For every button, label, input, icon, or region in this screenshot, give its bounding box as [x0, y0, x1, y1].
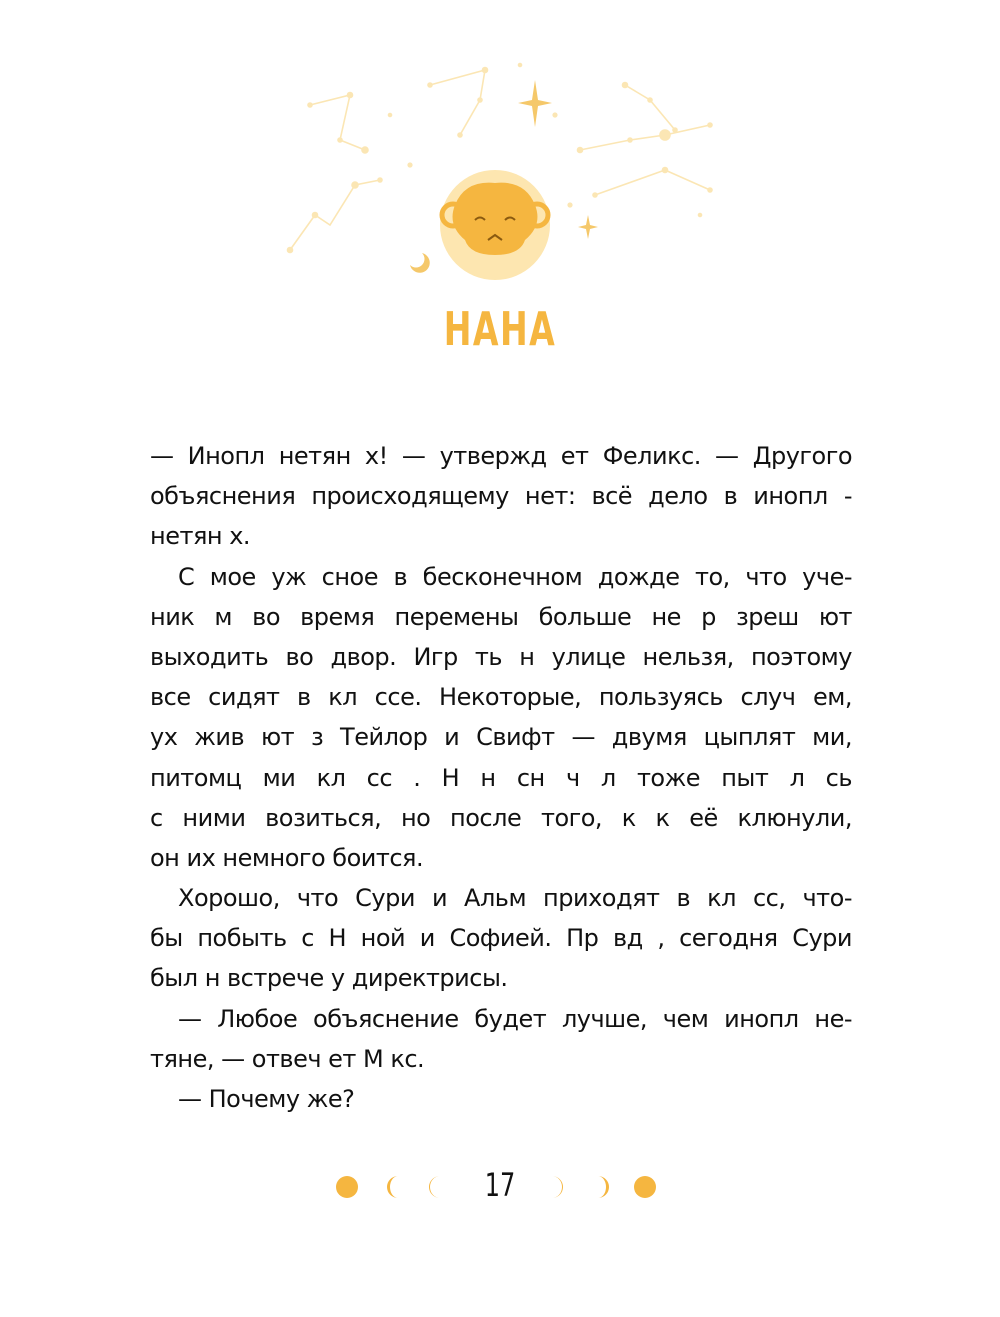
- chapter-title: НАНА: [443, 302, 557, 356]
- crescent-moon-icon: [387, 1176, 398, 1198]
- text-line: С мое уж сное в бесконечном дожде то, что уче-: [178, 562, 852, 591]
- text-line: — Инопл нетян х! — утвержд ет Феликс. — Другого: [150, 442, 852, 470]
- full-moon-icon: [634, 1176, 656, 1198]
- text-line: — Любое объяснение будет лучше, чем инопл не-: [178, 1004, 852, 1033]
- text-line: ух жив ют з Тейлор и Свифт — двумя цыплят ми,: [150, 723, 852, 752]
- text-line: Хорошо, что Сури и Альм приходят в кл сс, что-: [178, 884, 852, 913]
- text-line: объяснения происходящему нет: всё дело в инопл -: [150, 482, 852, 511]
- text-line: бы побыть с Н ной и Софией. Пр вд , сегодня Сури: [150, 924, 852, 953]
- text-line: все сидят в кл ссе. Некоторые, пользуясь случ ем,: [150, 683, 852, 712]
- ram-zodiac-icon: [440, 170, 550, 280]
- thin-crescent-icon: [552, 1176, 563, 1198]
- text-line: питомц ми кл сс . Н н сн ч л тоже пыт л сь: [150, 763, 852, 792]
- body-text: [150, 436, 852, 1119]
- header-illustration: [270, 55, 740, 285]
- thin-crescent-icon: [429, 1176, 440, 1198]
- crescent-moon-icon: [410, 253, 430, 273]
- text-line: тяне, — отвеч ет М кс.: [150, 1044, 425, 1073]
- text-line: ник м во время перемены больше не р зреш ют: [150, 602, 852, 631]
- crescent-moon-icon: [598, 1176, 609, 1198]
- text-line: выходить во двор. Игр ть н улице нельзя, поэтому: [150, 642, 852, 671]
- text-line: был н встрече у директрисы.: [150, 964, 508, 993]
- page-number: 17: [484, 1166, 516, 1204]
- text-line: он их немного боится.: [150, 843, 424, 872]
- full-moon-icon: [336, 1176, 358, 1198]
- text-line: с ними возиться, но после того, к к её клюнули,: [150, 803, 852, 832]
- text-line: нетян х.: [150, 522, 251, 551]
- text-line: — Почему же?: [178, 1085, 355, 1113]
